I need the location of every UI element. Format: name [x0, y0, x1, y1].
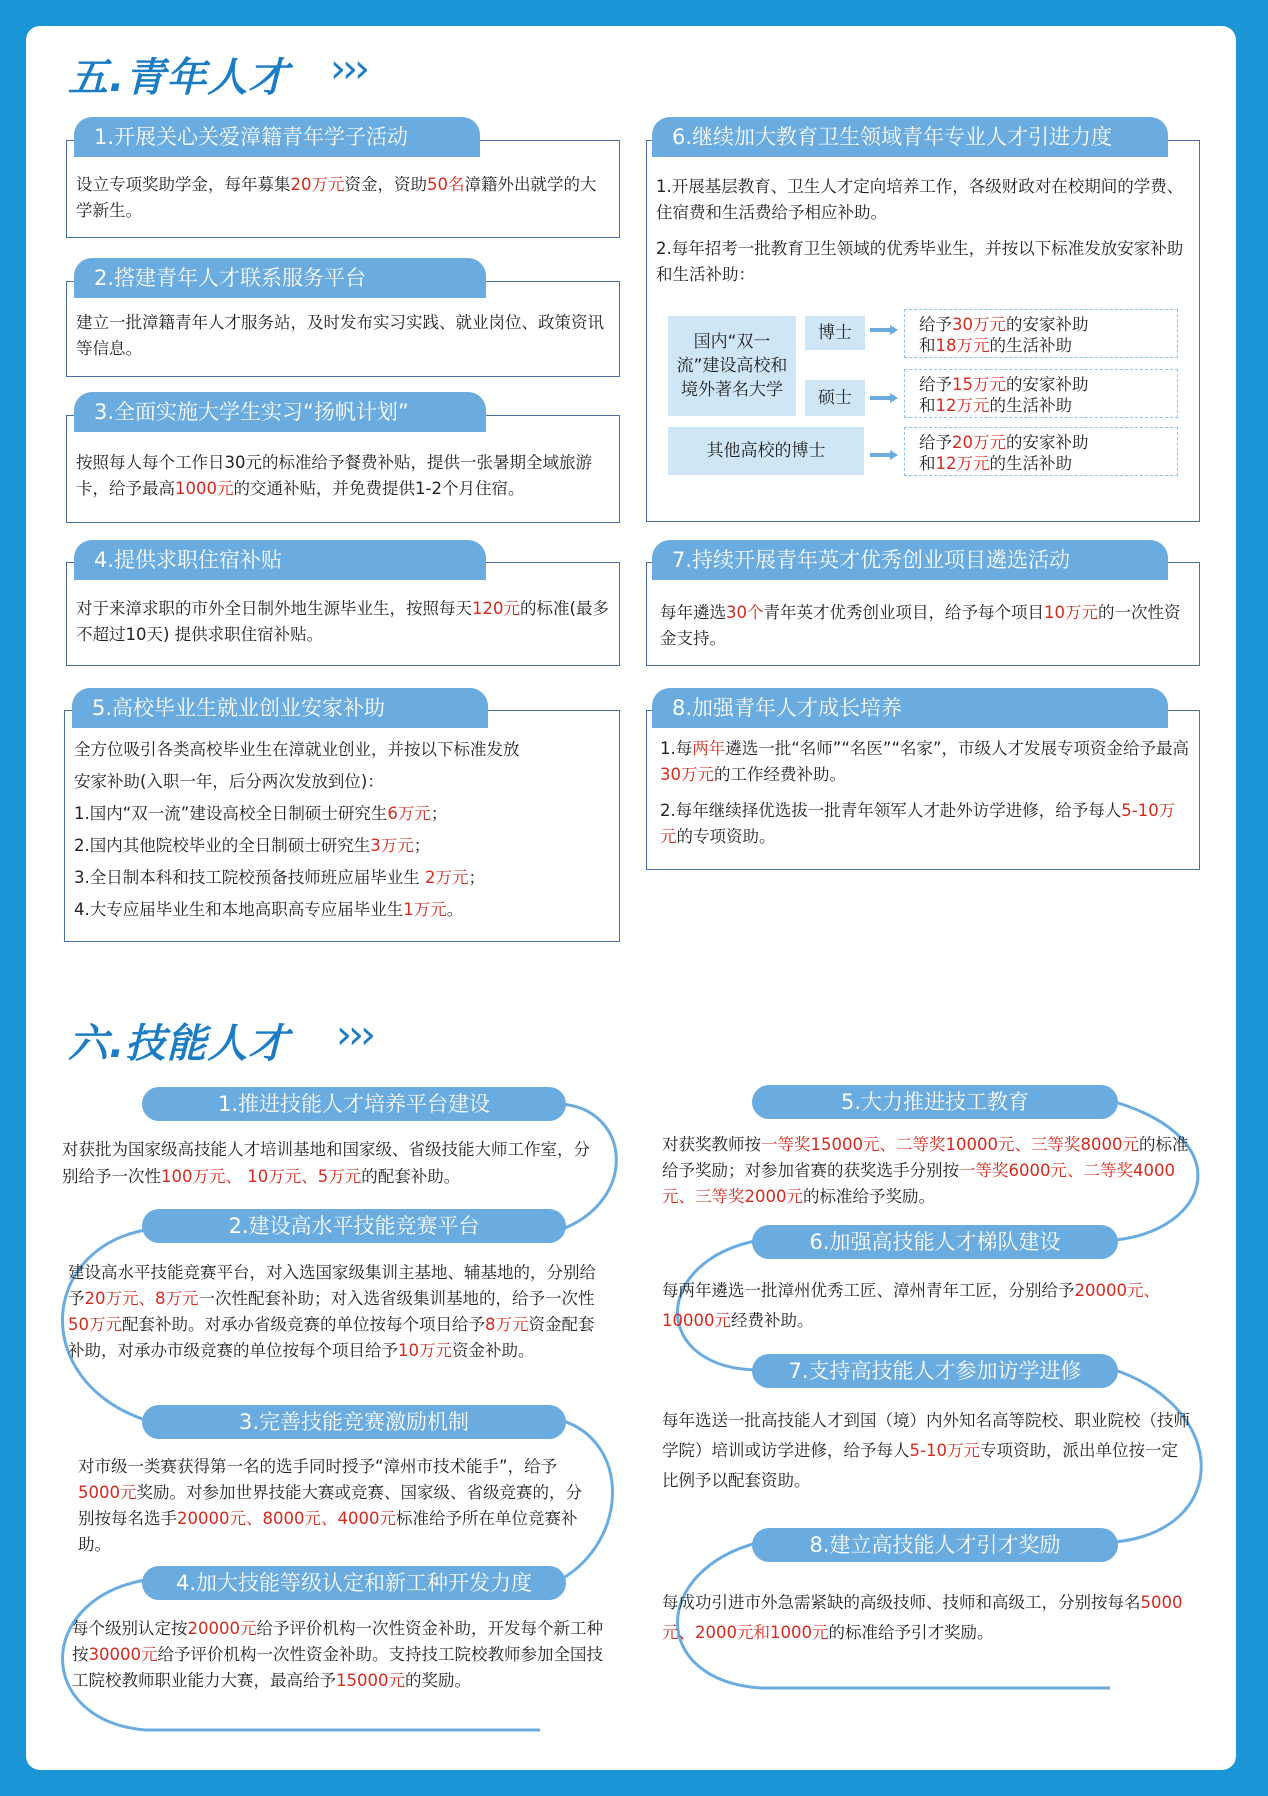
card-title: 6.继续加大教育卫生领域青年专业人才引进力度	[652, 117, 1168, 157]
card-title: 6.加强高技能人才梯队建设	[752, 1225, 1118, 1259]
card-text: 每年选送一批高技能人才到国（境）内外知名高等院校、职业院校（技师学院）培训或访学进修，给予每人5-10万元专项资助，派出单位按一定比例予以配套资助。	[662, 1411, 1190, 1490]
card-title: 2.建设高水平技能竞赛平台	[142, 1209, 566, 1243]
card-title: 3.完善技能竞赛激励机制	[142, 1405, 566, 1439]
card-text: 每两年遴选一批漳州优秀工匠、漳州青年工匠，分别给予20000元、10000元经费补助。	[662, 1281, 1160, 1330]
card-title: 1.开展关心关爱漳籍青年学子活动	[74, 117, 480, 157]
card-title: 3.全面实施大学生实习“扬帆计划”	[74, 392, 486, 432]
card-text: 建设高水平技能竞赛平台，对入选国家级集训主基地、辅基地的，分别给予20万元、8万元一次性配套补助；对入选省级集训基地的，给予一次性50万元配套补助。对承办省级竞赛的单位按每个项目给予8万元资金配套补助，对承办市级竞赛的单位按每个项目给予10万元资金补助。	[68, 1263, 596, 1360]
subsidy-box: 给予15万元的安家补助 和12万元的生活补助	[904, 369, 1178, 418]
card-text: 每年遴选30个青年英才优秀创业项目，给予每个项目10万元的一次性资金支持。	[660, 603, 1181, 648]
card-text: 1.每两年遴选一批“名师”“名医”“名家”，市级人才发展专项资金给予最高30万元的工作经费补助。	[660, 739, 1190, 784]
card-title: 5.大力推进技工教育	[752, 1085, 1118, 1119]
card-title: 7.持续开展青年英才优秀创业项目遴选活动	[652, 540, 1168, 580]
card-text: 按照每人每个工作日30元的标准给予餐费补贴，提供一张暑期全域旅游卡，给予最高1000元的交通补贴，并免费提供1-2个月住宿。	[76, 453, 592, 498]
chevrons-icon: ›››	[336, 1012, 372, 1058]
card-title: 1.推进技能人才培养平台建设	[142, 1087, 566, 1121]
arrow-right-icon	[870, 450, 898, 460]
subsidy-box: 给予30万元的安家补助 和18万元的生活补助	[904, 309, 1178, 358]
card-title: 7.支持高技能人才参加访学进修	[752, 1354, 1118, 1388]
card-title: 4.提供求职住宿补贴	[74, 540, 486, 580]
card-title: 8.建立高技能人才引才奖励	[752, 1528, 1118, 1562]
card-text: 2.每年招考一批教育卫生领域的优秀毕业生，并按以下标准发放安家补助和生活补助：	[656, 239, 1184, 284]
card-title: 4.加大技能等级认定和新工种开发力度	[142, 1566, 566, 1600]
card-text: 1.开展基层教育、卫生人才定向培养工作，各级财政对在校期间的学费、住宿费和生活费给予相应补助。	[656, 177, 1184, 222]
table-cell: 博士	[805, 316, 865, 350]
arrow-right-icon	[870, 325, 898, 335]
table-cell: 其他高校的博士	[668, 427, 864, 475]
card-text: 对获批为国家级高技能人才培训基地和国家级、省级技能大师工作室，分别给予一次性100万元、 10万元、5万元的配套补助。	[62, 1140, 590, 1186]
section5-title: 五.青年人才	[68, 55, 290, 101]
card-text: 对于来漳求职的市外全日制外地生源毕业生，按照每天120元的标准(最多不超过10天) 提供求职住宿补贴。	[76, 599, 609, 644]
card-title: 5.高校毕业生就业创业安家补助	[72, 688, 488, 728]
card-text: 每成功引进市外急需紧缺的高级技师、技师和高级工，分别按每名5000元、2000元和1000元的标准给予引才奖励。	[662, 1593, 1183, 1642]
card-title: 2.搭建青年人才联系服务平台	[74, 258, 486, 298]
card-title: 8.加强青年人才成长培养	[652, 688, 1168, 728]
card-text: 2.每年继续择优选拔一批青年领军人才赴外访学进修，给予每人5-10万元的专项资助。	[660, 801, 1176, 846]
card-text: 全方位吸引各类高校毕业生在漳就业创业，并按以下标准发放 安家补助(入职一年，后分两次发放到位)： 1.国内“双一流”建设高校全日制硕士研究生6万元； 2.国内其他院校毕业的全日制硕士研究生3万元； 3.全日制本科和技工院校预备技师班应届毕业生 2万元； 4.大专应届毕业生和本地高职高专应届毕业生1万元。	[74, 740, 520, 919]
section6-title: 六.技能人才	[68, 1021, 290, 1067]
table-cell: 硕士	[805, 380, 865, 416]
card-text: 设立专项奖助学金，每年募集20万元资金，资助50名漳籍外出就学的大学新生。	[76, 175, 597, 220]
table-cell: 国内“双一流”建设高校和境外著名大学	[668, 316, 796, 416]
arrow-right-icon	[870, 393, 898, 403]
chevrons-icon: ›››	[330, 46, 366, 92]
card-text: 建立一批漳籍青年人才服务站，及时发布实习实践、就业岗位、政策资讯等信息。	[76, 313, 604, 358]
card-text: 对获奖教师按一等奖15000元、二等奖10000元、三等奖8000元的标准给予奖励；对参加省赛的获奖选手分别按一等奖6000元、二等奖4000元、三等奖2000元的标准给予奖励。	[662, 1135, 1189, 1206]
card-text: 对市级一类赛获得第一名的选手同时授予“漳州市技术能手”，给予5000元奖励。对参加世界技能大赛或竞赛、国家级、省级竞赛的，分别按每名选手20000元、8000元、4000元标准给予所在单位竞赛补助。	[78, 1457, 582, 1554]
subsidy-box: 给予20万元的安家补助 和12万元的生活补助	[904, 427, 1178, 476]
card-text: 每个级别认定按20000元给予评价机构一次性资金补助，开发每个新工种按30000元给予评价机构一次性资金补助。支持技工院校教师参加全国技工院校教师职业能力大赛，最高给予15000元的奖励。	[72, 1619, 603, 1690]
